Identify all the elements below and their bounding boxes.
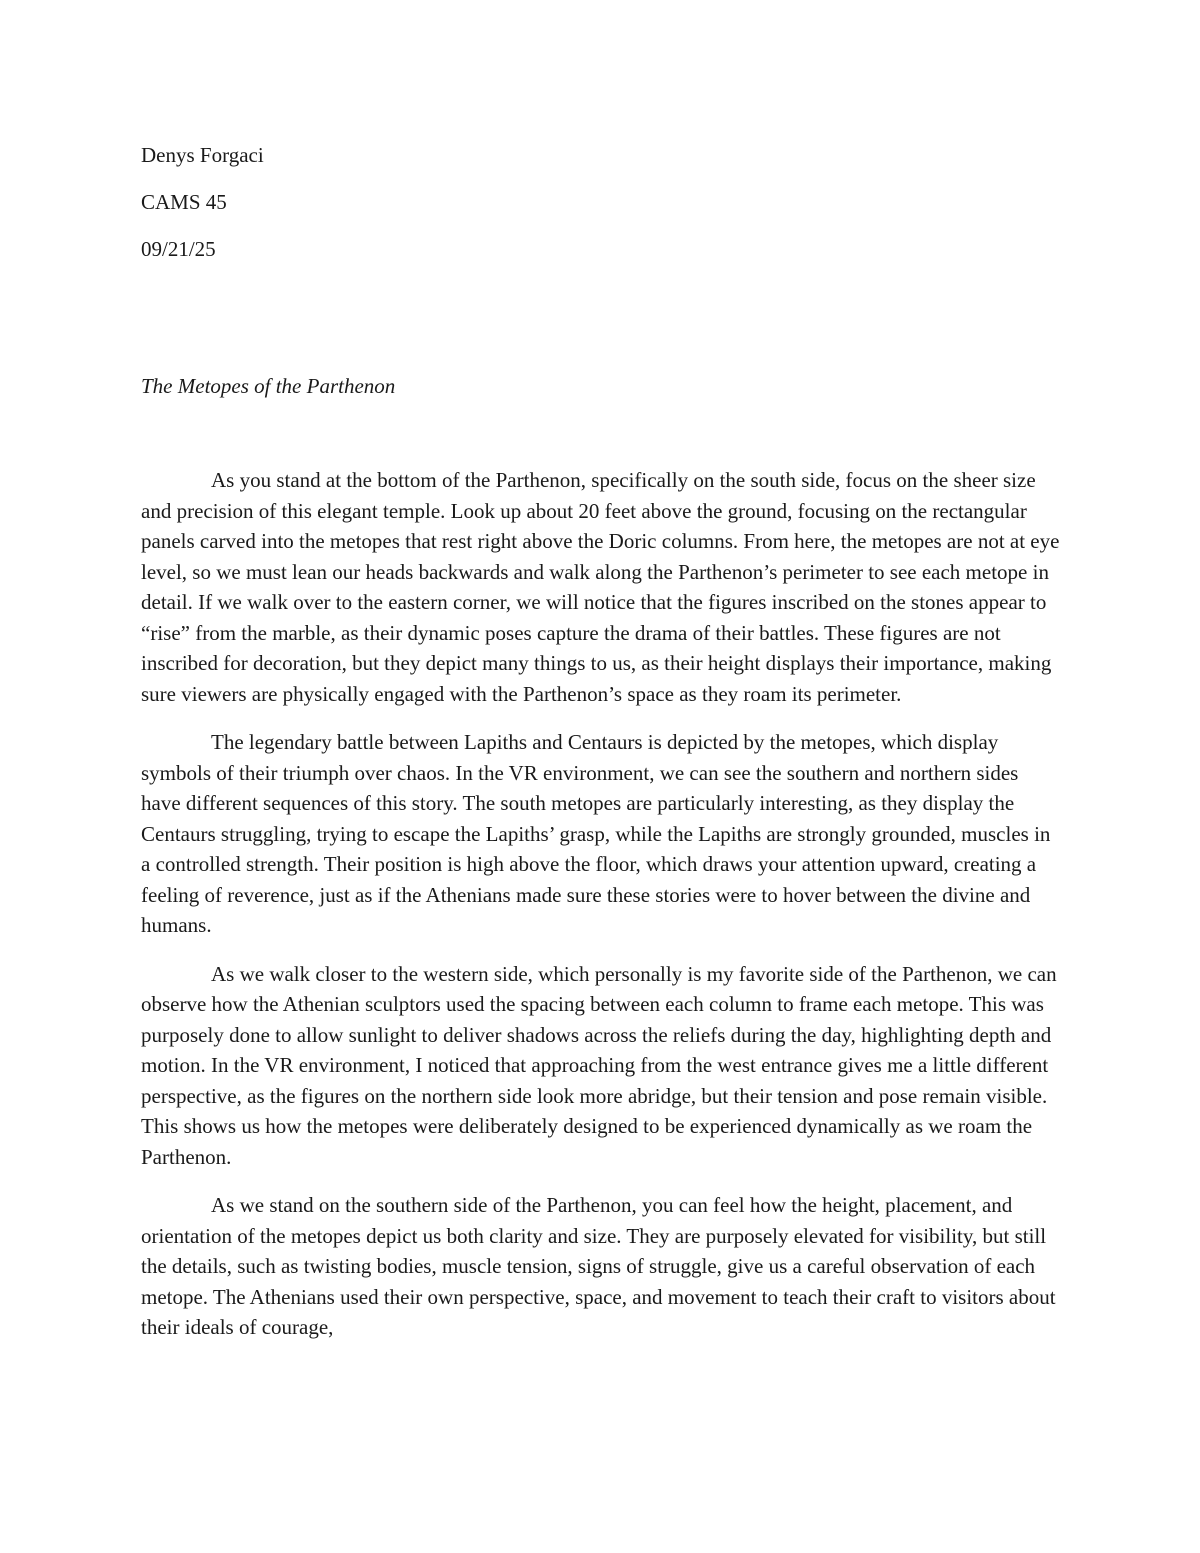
document-date: 09/21/25 (141, 237, 216, 261)
course-name: CAMS 45 (141, 190, 227, 214)
paragraph-3: As we walk closer to the western side, which personally is my favorite side of the Parthenon, we can observe how the Athenian sculptors used the spacing between each column to frame each metope. This was purposely done to allow sunlight to deliver shadows across the reliefs during the day, highlighting depth and motion. In the VR environment, I noticed that approaching from the west entrance gives me a little different perspective, as the figures on the northern side look more abridge, but their tension and pose remain visible. This shows us how the metopes were deliberately designed to be experienced dynamically as we roam the Parthenon. (141, 961, 1057, 1169)
paragraph-2: The legendary battle between Lapiths and Centaurs is depicted by the metopes, which display symbols of their triumph over chaos. In the VR environment, we can see the southern and northern sides have different sequences of this story. The south metopes are particularly interesting, as they display the Centaurs struggling, trying to escape the Lapiths’ grasp, while the Lapiths are strongly grounded, muscles in a controlled strength. Their position is high above the floor, which draws your attention upward, creating a feeling of reverence, just as if the Athenians made sure these stories were to hover between the divine and humans. (141, 730, 1051, 937)
essay-title: The Metopes of the Parthenon (141, 374, 396, 398)
essay-body (141, 465, 1061, 1361)
paragraph-1: As you stand at the bottom of the Parthenon, specifically on the south side, focus on the sheer size and precision of this elegant temple. Look up about 20 feet above the ground, focusing on the rectangular panels carved into the metopes that rest right above the Doric columns. From here, the metopes are not at eye level, so we must lean our heads backwards and walk along the Parthenon’s perimeter to see each metope in detail. If we walk over to the eastern corner, we will notice that the figures inscribed on the stones appear to “rise” from the marble, as their dynamic poses capture the drama of their battles. These figures are not inscribed for decoration, but they depict many things to us, as their height displays their importance, making sure viewers are physically engaged with the Parthenon’s space as they roam its perimeter. (141, 468, 1060, 706)
author-name: Denys Forgaci (141, 143, 264, 167)
paragraph-4: As we stand on the southern side of the Parthenon, you can feel how the height, placement, and orientation of the metopes depict us both clarity and size. They are purposely elevated for visibility, but still the details, such as twisting bodies, muscle tension, signs of struggle, give us a careful observation of each metope. The Athenians used their own perspective, space, and movement to teach their craft to visitors about their ideals of courage, (141, 1193, 1056, 1339)
